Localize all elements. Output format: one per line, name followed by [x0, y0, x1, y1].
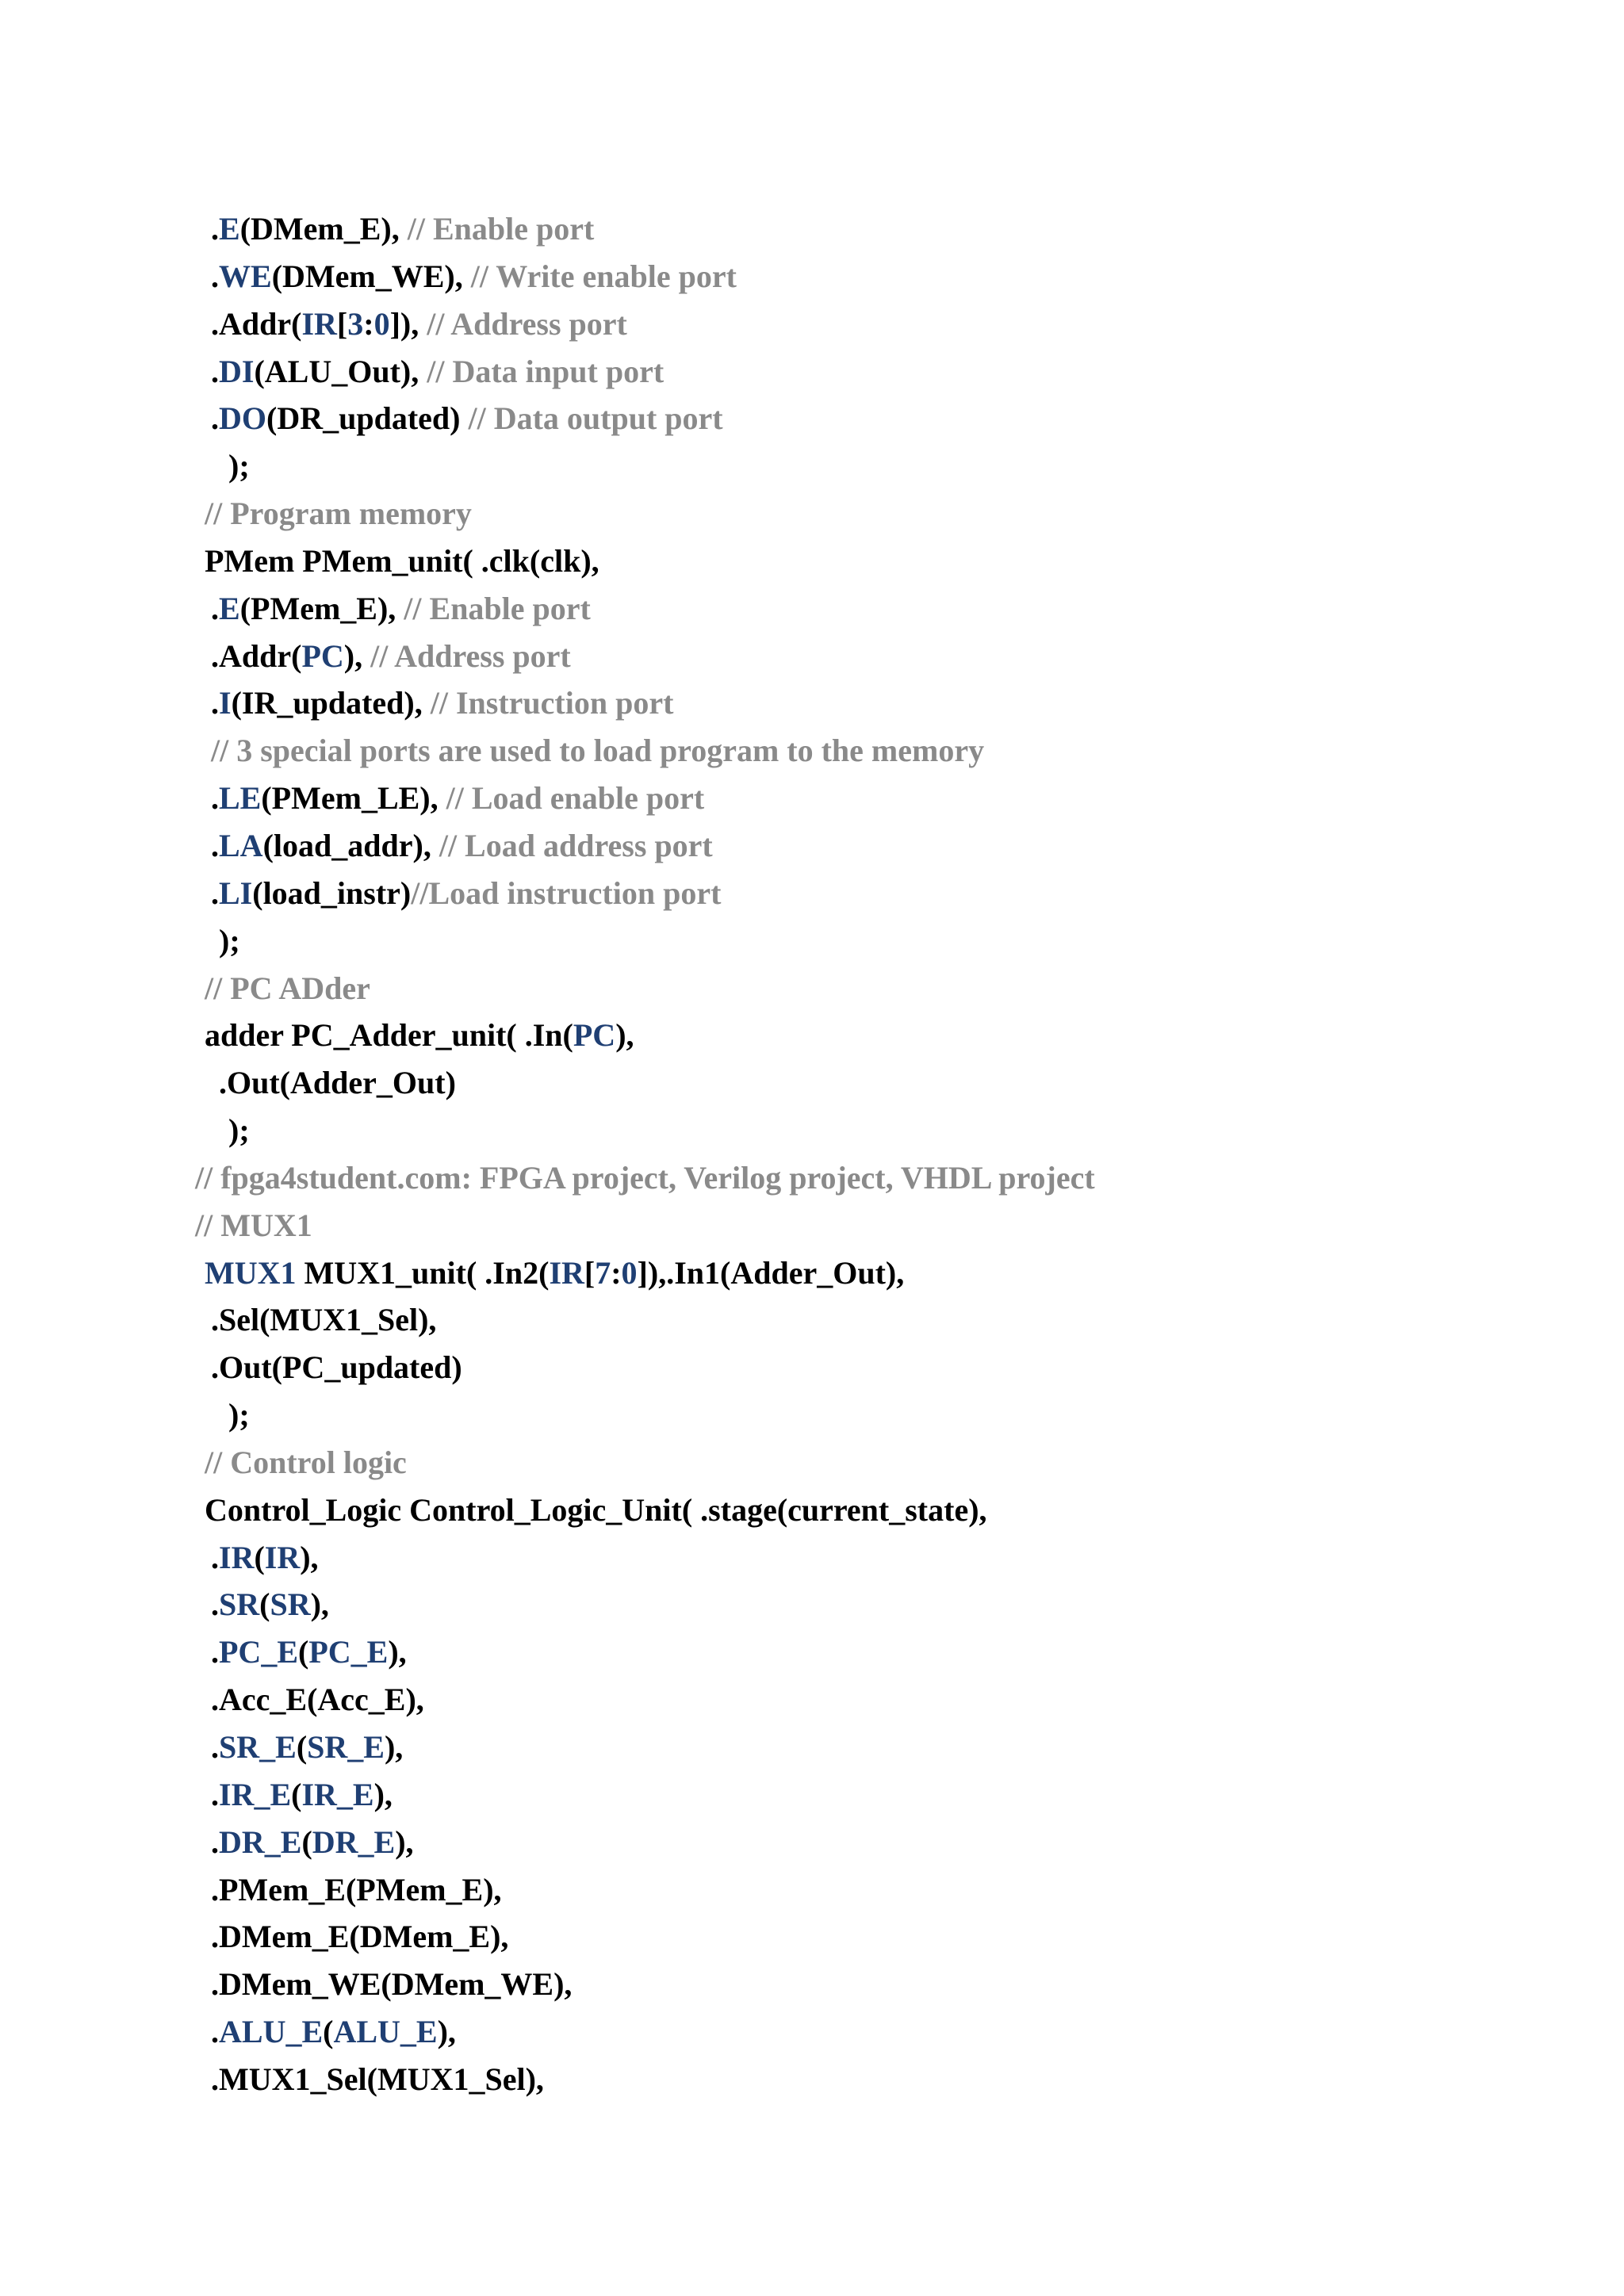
code-text: ), — [343, 637, 371, 674]
code-text: : — [611, 1254, 622, 1291]
code-text: ); — [228, 448, 250, 484]
code-line — [0, 822, 1624, 870]
code-text: . — [211, 1539, 219, 1575]
code-text: . — [211, 827, 219, 863]
code-identifier: DR_E — [219, 1823, 302, 1860]
code-text: ( — [301, 1823, 312, 1860]
code-text: (DMem_WE), — [271, 258, 471, 294]
code-line — [0, 1581, 1624, 1628]
code-line — [0, 1344, 1624, 1391]
code-line — [0, 442, 1624, 490]
code-line — [0, 2008, 1624, 2056]
code-line — [0, 679, 1624, 727]
code-identifier: WE — [219, 258, 272, 294]
code-text: (load_addr), — [262, 827, 439, 863]
code-text: ), — [310, 1586, 329, 1623]
code-text: [ — [336, 305, 348, 342]
code-text: .Addr( — [211, 305, 302, 342]
code-text: . — [211, 1776, 219, 1812]
code-text: ), — [373, 1776, 393, 1812]
code-text: . — [211, 400, 219, 437]
code-text: . — [211, 590, 219, 626]
code-text: ), — [615, 1017, 634, 1054]
code-text: . — [211, 258, 219, 294]
code-identifier: 3 — [347, 305, 364, 342]
code-text: ); — [228, 1397, 250, 1433]
code-identifier: SR — [219, 1586, 260, 1623]
code-line — [0, 1866, 1624, 1914]
code-listing — [0, 205, 1624, 2103]
code-text: ); — [228, 1112, 250, 1149]
code-line — [0, 585, 1624, 633]
code-comment: // Load address port — [439, 827, 713, 863]
code-text: (load_instr) — [252, 874, 412, 911]
code-comment: // Enable port — [407, 211, 595, 247]
code-line — [0, 300, 1624, 348]
code-line — [0, 1249, 1624, 1297]
code-comment: // Control logic — [205, 1444, 407, 1480]
code-text: . — [211, 2014, 219, 2050]
code-text: ), — [388, 1634, 407, 1670]
code-comment: // Data input port — [427, 353, 665, 389]
code-identifier: SR_E — [307, 1729, 385, 1765]
code-identifier: PC — [301, 637, 344, 674]
code-text: [ — [584, 1254, 596, 1291]
code-identifier: E — [219, 211, 240, 247]
code-identifier: 7 — [595, 1254, 611, 1291]
code-text: .Out(Adder_Out) — [219, 1065, 456, 1101]
code-line — [0, 727, 1624, 775]
code-text: . — [211, 353, 219, 389]
code-identifier: IR — [549, 1254, 584, 1291]
code-text: . — [211, 685, 219, 721]
code-line — [0, 1724, 1624, 1771]
code-identifier: DO — [219, 400, 266, 437]
code-comment: // Program memory — [205, 496, 472, 532]
code-comment: // 3 special ports are used to load program to the memory — [211, 733, 985, 769]
code-identifier: LE — [219, 780, 262, 817]
code-line — [0, 253, 1624, 300]
code-text: ( — [254, 1539, 265, 1575]
code-line — [0, 1439, 1624, 1487]
code-comment: // MUX1 — [195, 1207, 312, 1243]
code-comment: // Address port — [427, 305, 627, 342]
code-line — [0, 1961, 1624, 2008]
code-line — [0, 348, 1624, 396]
code-text: .Acc_E(Acc_E), — [211, 1682, 424, 1718]
code-line — [0, 1154, 1624, 1202]
code-line — [0, 1628, 1624, 1676]
code-text: .DMem_E(DMem_E), — [211, 1919, 509, 1955]
code-text: . — [211, 1634, 219, 1670]
code-comment: //Load instruction port — [411, 874, 722, 911]
code-text: .MUX1_Sel(MUX1_Sel), — [211, 2061, 544, 2097]
code-text: . — [211, 780, 219, 817]
code-text: PMem PMem_unit( .clk(clk), — [205, 542, 599, 579]
code-text: .Addr( — [211, 637, 302, 674]
code-line — [0, 1771, 1624, 1819]
code-text: ( — [323, 2014, 334, 2050]
code-text: .Sel(MUX1_Sel), — [211, 1302, 437, 1338]
code-identifier: PC_E — [308, 1634, 389, 1670]
code-comment: // Write enable port — [470, 258, 737, 294]
code-text: (DR_updated) — [266, 400, 469, 437]
code-identifier: 0 — [373, 305, 390, 342]
code-text: ), — [437, 2014, 456, 2050]
code-identifier: I — [219, 685, 232, 721]
code-comment: // Load enable port — [446, 780, 705, 817]
code-comment: // PC ADder — [205, 970, 370, 1006]
code-identifier: PC — [573, 1017, 616, 1054]
code-comment: // Data output port — [468, 400, 723, 437]
code-text: . — [211, 211, 219, 247]
code-identifier: SR — [270, 1586, 311, 1623]
code-line — [0, 2056, 1624, 2103]
code-identifier: DI — [219, 353, 255, 389]
code-identifier: PC_E — [219, 1634, 298, 1670]
code-identifier: ALU_E — [333, 2014, 438, 2050]
code-text: ), — [300, 1539, 319, 1575]
code-line — [0, 1913, 1624, 1961]
code-line — [0, 538, 1624, 585]
code-line — [0, 775, 1624, 822]
code-text: ( — [259, 1586, 270, 1623]
code-text: adder PC_Adder_unit( .In( — [205, 1017, 573, 1054]
code-text: .Out(PC_updated) — [211, 1349, 462, 1386]
code-text: ]), — [389, 305, 427, 342]
code-text: . — [211, 874, 219, 911]
code-text: ]),.In1(Adder_Out), — [637, 1254, 905, 1291]
code-line — [0, 1534, 1624, 1582]
code-comment: // Address port — [370, 637, 571, 674]
code-text: (ALU_Out), — [254, 353, 427, 389]
code-line — [0, 490, 1624, 538]
code-text: .PMem_E(PMem_E), — [211, 1871, 502, 1908]
code-line — [0, 395, 1624, 442]
code-comment: // fpga4student.com: FPGA project, Verilog project, VHDL project — [195, 1159, 1095, 1196]
code-identifier: E — [219, 590, 240, 626]
code-line — [0, 917, 1624, 965]
code-identifier: LI — [219, 874, 253, 911]
code-identifier: IR_E — [219, 1776, 292, 1812]
code-text: ( — [291, 1776, 302, 1812]
code-line — [0, 633, 1624, 680]
code-text: ), — [384, 1729, 404, 1765]
code-identifier: IR_E — [301, 1776, 374, 1812]
code-line — [0, 1012, 1624, 1059]
code-text: (IR_updated), — [231, 685, 431, 721]
code-identifier: IR — [219, 1539, 255, 1575]
code-identifier: MUX1 — [205, 1254, 297, 1291]
code-identifier: ALU_E — [219, 2014, 324, 2050]
code-line — [0, 965, 1624, 1012]
code-text: (DMem_E), — [239, 211, 408, 247]
code-comment: // Enable port — [404, 590, 591, 626]
code-text: . — [211, 1823, 219, 1860]
code-text: (PMem_LE), — [261, 780, 446, 817]
code-text: .DMem_WE(DMem_WE), — [211, 1966, 573, 2003]
code-line — [0, 205, 1624, 253]
code-line — [0, 1487, 1624, 1534]
code-identifier: IR — [264, 1539, 301, 1575]
code-identifier: LA — [219, 827, 263, 863]
code-text: . — [211, 1586, 219, 1623]
code-comment: // Instruction port — [430, 685, 674, 721]
code-text: Control_Logic Control_Logic_Unit( .stage(current_state), — [205, 1491, 987, 1528]
code-line — [0, 870, 1624, 917]
code-text: MUX1_unit( .In2( — [296, 1254, 550, 1291]
code-line — [0, 1107, 1624, 1154]
code-identifier: 0 — [621, 1254, 638, 1291]
code-line — [0, 1296, 1624, 1344]
code-identifier: DR_E — [312, 1823, 396, 1860]
code-text: ( — [298, 1634, 309, 1670]
code-text: : — [363, 305, 374, 342]
code-identifier: IR — [301, 305, 337, 342]
code-text: ( — [296, 1729, 308, 1765]
code-text: (PMem_E), — [239, 590, 404, 626]
code-identifier: SR_E — [219, 1729, 297, 1765]
code-line — [0, 1819, 1624, 1866]
code-line — [0, 1202, 1624, 1249]
code-text: ), — [395, 1823, 414, 1860]
code-line — [0, 1059, 1624, 1107]
code-line — [0, 1676, 1624, 1724]
code-line — [0, 1391, 1624, 1439]
code-text: ); — [219, 922, 240, 959]
code-text: . — [211, 1729, 219, 1765]
